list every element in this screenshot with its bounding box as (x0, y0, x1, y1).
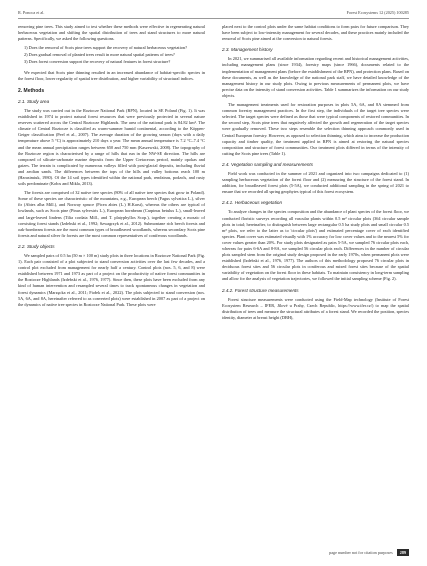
management-paragraph-2: The management treatments used for restoration purposes in plots 5A, 6A, and 8A stemmed from common forestry management practices. In the first step, the individuals of the target tree species were selected. The target species were defined as those that were typical components of restored communities. In the second step, Scots pine trees that negatively affected the growth and regeneration of the target species were gradually removed. These two steps resemble the selection thinning approach commonly used in Central European forestry. However, as opposed to selection thinning, which aims to increase the production capacity and timber quality, the treatment applied in RPN is aimed at restoring the natural species composition and structure of forest communities. Our treatment plots differed in terms of the intensity of cutting the Scots pine trees (Table 1). (222, 102, 409, 156)
vegetation-paragraph: Field work was conducted in the summer of 2021 and organized into two campaigns dedicated to (1) sampling herbaceous vegetation of the forest floor and (2) measuring the structure of the forest stand. In addition, for broadleaved forest plots (5-5A), we conducted additional sampling in the spring of 2021 to ensure that we recorded all spring geophytes typical of this forest ecosystem. (222, 170, 409, 195)
herbaceous-paragraph: To analyze changes in the species composition and the abundance of plant species of the forest floor, we conducted floristic surveys recording all vascular plants within 0.5 m² circular plots (364 circular sample plots in total; hereinafter, to distinguish between large rectangular 0.5 ha study plots and small circular 0.5 m² plots, we refer to the latter as to 'circular plots') and estimated percentage cover of each identified species. Plant cover was estimated visually with 1% accuracy for low cover values and to the nearest 5% for cover values greater than 20%. For study plots designated as pairs 5-5A, we sampled 76 circular plots each, whereas for pairs 6-6A and 8-8A, we sampled 56 circular plots each. Differences in the number of circular plots sampled stem from the original study design proposed in the early 1970s, when permanent plots were established (Izdebski et al., 1976, 1977). The authors of this methodology proposed 76 circular plots in deciduous forest sites and 56 circular plots in coniferous and mixed forest sites because of the spatial variability of vegetation on the forest floor in these habitats. To maintain consistency in long-term sampling and allow for the analysis of vegetation trajectories, we followed the initial sampling scheme (Fig. 2). (222, 209, 409, 282)
section-heading-methods: 2. Methods (18, 87, 45, 94)
question-item: 1) Does the removal of Scots pine trees support the recovery of natural herbaceous vegetation? (24, 45, 187, 51)
forest-structure-paragraph: Forest structure measurements were conducted using the Field-Map technology (Institute of Forest Ecosystem Research – IFER, Jílové u Prahy, Czech Republic, https://www.ifer.cz/) to map the spatial distribution of trees and measure the structural attributes of a forest stand. We recorded the position, species identity, diameter at breast height (DBH), (222, 296, 409, 320)
study-objects-paragraph: We sampled pairs of 0.5 ha (50 m × 100 m) study plots in three locations in Roztocze National Park (Fig. 1). Each pair consisted of a plot subjected to stand conversion activities over the last few decades, and a control plot excluded from management for nearly half a century. Control plots (nos. 5, 6, and 8) were established between 1971 and 1973 as part of a project on the productivity of native forest communities in the Roztocze Highlands (Izdebski et al., 1976, 1977). Since then, these plots have been excluded from any kind of human intervention and resampled several times to track spontaneous changes in vegetation and forest dynamics (Marzęcka et al., 2011; Fiołek et al., 2022). The plots subjected to stand conversion (nos. 5A, 6A, and 8A, hereinafter referred to as converted plots) were established in 2007 as part of a project on the dynamics of native tree species in Roztocze National Park. These plots were (18, 253, 205, 307)
forests-paragraph: The forests are comprised of 32 native tree species (80% of all native tree species that grow in Poland). Some of these species are characteristic of the mountains, e.g., European beech (Fagus sylvatica L.), silver fir (Abies alba Mill.), and Norway spruce (Picea abies (L.) H.Karst), whereas the others are typical of lowlands, such as Scots pine (Pinus sylvestris L.), European hornbeam (Carpinus betulus L.), small-leaved and large-leaved lindens (Tilia cordata Mill., and T. platyphyllos Scop.), together creating a mosaic of coexisting forest stands (Izdebski et al., 1992; Szwagrzyk et al., 2012). Submontane rich beech forests and oak-hornbeam forests are the most common types of broadleaved woodlands, whereas secondary Scots pine forests and natural silver fir forests are the most common representatives of coniferous woodlands. (18, 190, 205, 238)
subsection-heading-forest-structure: 2.4.2. Forest structure measurements (222, 287, 299, 293)
page-number: 289 (397, 549, 409, 556)
subsection-heading-herbaceous: 2.4.1. Herbaceous vegetation (222, 200, 283, 206)
running-header-authors: R. Ponoca et al. (18, 10, 45, 15)
right-column (222, 24, 409, 324)
continued-paragraph: placed next to the control plots under the same habitat conditions to form pairs for future comparison. They have been subject to low-intensity management for several decades, and these practices mainly included the removal of Scots pine aimed at the conversion to natural forests. (222, 24, 409, 42)
subsection-heading-vegetation: 2.4. Vegetation sampling and measurements (222, 161, 313, 167)
subsection-heading-study-area: 2.1. Study area (18, 98, 50, 104)
subsection-heading-management: 2.3. Management history (222, 47, 273, 53)
header-divider (18, 18, 409, 19)
question-item: 3) Does forest conversion support the recovery of natural features in forest structure? (24, 59, 171, 65)
intro-paragraph: removing pine trees. This study aimed to test whether these methods were effective in regenerating natural herbaceous vegetation and shifting the spatial distribution of trees and stand structures to more natural patterns. Specifically, we asked the following questions. (18, 24, 205, 42)
expectation-paragraph: We expected that Scots pine thinning resulted in an increased abundance of habitat-specific species in the forest floor, lower regularity of spatial tree distribution, and higher variability of structural indices. (18, 69, 205, 81)
running-header-journal: Forest Ecosystems 12 (2025) 100285 (346, 10, 409, 15)
footer-note: page number not for citation purposes (329, 550, 393, 555)
management-paragraph-1: In 2021, we summarised all available information regarding recent and historical management activities, including management plans (since 1934), forestry maps (since 1966), documents related to the implementation of management plans (before the establishment of the RPN), and protection plans. Based on these documents, as well as the knowledge of the national park staff, we have detailed knowledge of the management history in our study plots. Owing to previous measurements of permanent plots, we have precise data on the intensity of stand conversion activities. Table 1 summarizes the information on our study objects. (222, 56, 409, 98)
research-questions (18, 45, 205, 65)
left-column (18, 24, 205, 311)
question-item: 2) Does gradual removal of planted trees result in more natural spatial patterns of trees? (24, 52, 175, 58)
subsection-heading-study-objects: 2.2. Study objects (18, 243, 55, 249)
study-area-paragraph: The study was carried out in the Roztocze National Park (RPN), located in SE Poland (Fig. 1). It was established in 1974 to protect natural forest resources that were previously protected in several nature reserves scattered across the Central Roztocze Highlands. The area of the national park is 84.82 km². The climate of Central Roztocze is classified as warm-summer humid continental, according to the Köppen-Geiger classification (Peel et al., 2007). The average duration of the growing season (days with a daily temperature above 5 °C) is approximately 210 days a year. The mean annual temperature is 7.2 °C–7.4 °C and the mean annual precipitation ranges between 650 and 750 mm (Kaszewski, 2008). The topography of the Roztocze region is characterised by a range of hills that run in the NW-SE direction. The hills are composed of silicate-carbonate marine deposits from the Upper Cretaceous period, mainly opokas and gaizes. The terrain is complicated by numerous valleys filled with post-glacial deposits, including fluvial and aeolian sands. The differences between the tops of the hills and valley bottoms reach 100 m (Harasimiuk, 1980). Of the 14 soil types identified within the national park, rendzinas, podzols, and rusty soils predominate (Kołos and Mikla, 2013). (18, 107, 205, 187)
page-footer (329, 549, 409, 556)
